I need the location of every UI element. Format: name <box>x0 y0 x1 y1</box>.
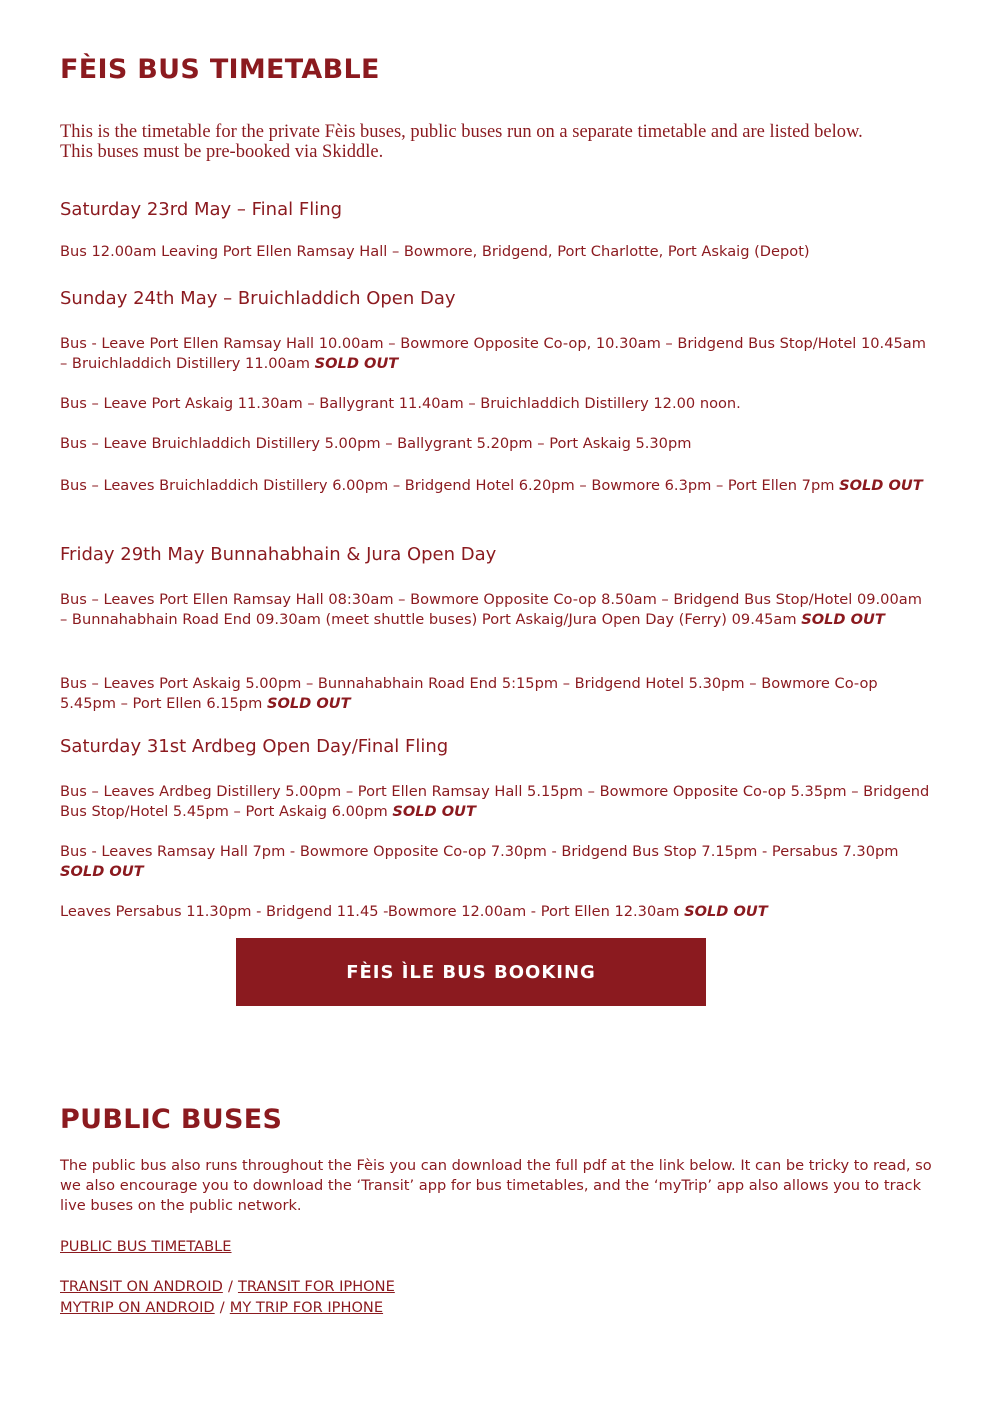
public-buses-text: The public bus also runs throughout the Fèis you can download the full pdf at the link below. It can be tricky to read, so we also encourage you to download the ‘Transit’ app for bus timetables, and the ‘myTrip’ app also allows you to track live buses on the public network. <box>60 1157 932 1214</box>
app-links <box>60 1276 933 1318</box>
schedule-row-text: Leaves Persabus 11.30pm - Bridgend 11.45 -Bowmore 12.00am - Port Ellen 12.30am <box>60 903 680 920</box>
schedule-row <box>60 334 933 374</box>
section-heading-sat-23: Saturday 23rd May – Final Fling <box>60 199 343 220</box>
section-heading-sat-31: Saturday 31st Ardbeg Open Day/Final Fling <box>60 736 449 757</box>
link-separator: / <box>219 1299 225 1316</box>
schedule-row-text: Bus - Leaves Ramsay Hall 7pm - Bowmore Opposite Co-op 7.30pm - Bridgend Bus Stop 7.15pm - Persabus 7.30pm <box>60 843 899 860</box>
sold-out-badge: SOLD OUT <box>801 611 885 628</box>
transit-iphone-link[interactable]: TRANSIT FOR IPHONE <box>237 1278 395 1295</box>
schedule-row <box>60 474 933 497</box>
sold-out-badge: SOLD OUT <box>684 903 768 920</box>
link-separator: / <box>227 1278 233 1295</box>
section-heading-sun-24: Sunday 24th May – Bruichladdich Open Day <box>60 288 456 309</box>
mytrip-links-row <box>60 1297 933 1318</box>
section-heading-fri-29: Friday 29th May Bunnahabhain & Jura Open Day <box>60 544 497 565</box>
public-timetable-link-row <box>60 1236 933 1257</box>
schedule-row <box>60 902 933 922</box>
sold-out-badge: SOLD OUT <box>392 803 476 820</box>
schedule-row-text: Bus – Leaves Ardbeg Distillery 5.00pm – Port Ellen Ramsay Hall 5.15pm – Bowmore Opposite Co-op 5.35pm – Bridgend Bus Stop/Hotel 5.45pm – Port Askaig 6.00pm <box>60 783 930 820</box>
intro-line-2: This buses must be pre-booked via Skiddle. <box>60 142 384 162</box>
schedule-row: Bus 12.00am Leaving Port Ellen Ramsay Hall – Bowmore, Bridgend, Port Charlotte, Port Askaig (Depot) <box>60 243 810 260</box>
schedule-row <box>60 674 933 714</box>
sold-out-badge: SOLD OUT <box>60 863 144 880</box>
public-buses-title: PUBLIC BUSES <box>60 1104 283 1135</box>
schedule-row <box>60 782 933 822</box>
transit-android-link[interactable]: TRANSIT ON ANDROID <box>60 1278 223 1295</box>
schedule-row: Bus – Leave Bruichladdich Distillery 5.00pm – Ballygrant 5.20pm – Port Askaig 5.30pm <box>60 435 692 452</box>
intro-line-1: This is the timetable for the private Fèis buses, public buses run on a separate timetable and are listed below. <box>60 122 863 142</box>
mytrip-android-link[interactable]: MYTRIP ON ANDROID <box>60 1299 215 1316</box>
page-title: FÈIS BUS TIMETABLE <box>60 54 380 85</box>
schedule-row-text: Bus – Leaves Port Askaig 5.00pm – Bunnahabhain Road End 5:15pm – Bridgend Hotel 5.30pm – Bowmore Co-op 5.45pm – Port Ellen 6.15pm <box>60 675 878 712</box>
sold-out-badge: SOLD OUT <box>314 355 399 372</box>
schedule-row <box>60 590 933 630</box>
schedule-row: Bus – Leave Port Askaig 11.30am – Ballygrant 11.40am – Bruichladdich Distillery 12.00 noon. <box>60 395 741 412</box>
schedule-row <box>60 842 933 882</box>
public-bus-timetable-link[interactable]: PUBLIC BUS TIMETABLE <box>60 1238 232 1255</box>
sold-out-badge: SOLD OUT <box>266 695 351 712</box>
schedule-row-text: Bus – Leaves Port Ellen Ramsay Hall 08:30am – Bowmore Opposite Co-op 8.50am – Bridgend Bus Stop/Hotel 09.00am – Bunnahabhain Road End 09.30am (meet shuttle buses) Port Askaig/Jura Open Day (Ferry) 09.45am <box>60 591 922 628</box>
mytrip-iphone-link[interactable]: MY TRIP FOR IPHONE <box>229 1299 384 1316</box>
sold-out-badge: SOLD OUT <box>839 477 923 494</box>
schedule-row-text: Bus – Leaves Bruichladdich Distillery 6.00pm – Bridgend Hotel 6.20pm – Bowmore 6.3pm – Port Ellen 7pm <box>60 477 835 494</box>
transit-links-row <box>60 1276 933 1297</box>
schedule-row-text: Bus - Leave Port Ellen Ramsay Hall 10.00am – Bowmore Opposite Co-op, 10.30am – Bridgend Bus Stop/Hotel 10.45am – Bruichladdich Distillery 11.00am <box>60 335 926 372</box>
bus-booking-button[interactable]: FÈIS ÌLE BUS BOOKING <box>236 938 706 1006</box>
intro-text <box>60 122 933 162</box>
